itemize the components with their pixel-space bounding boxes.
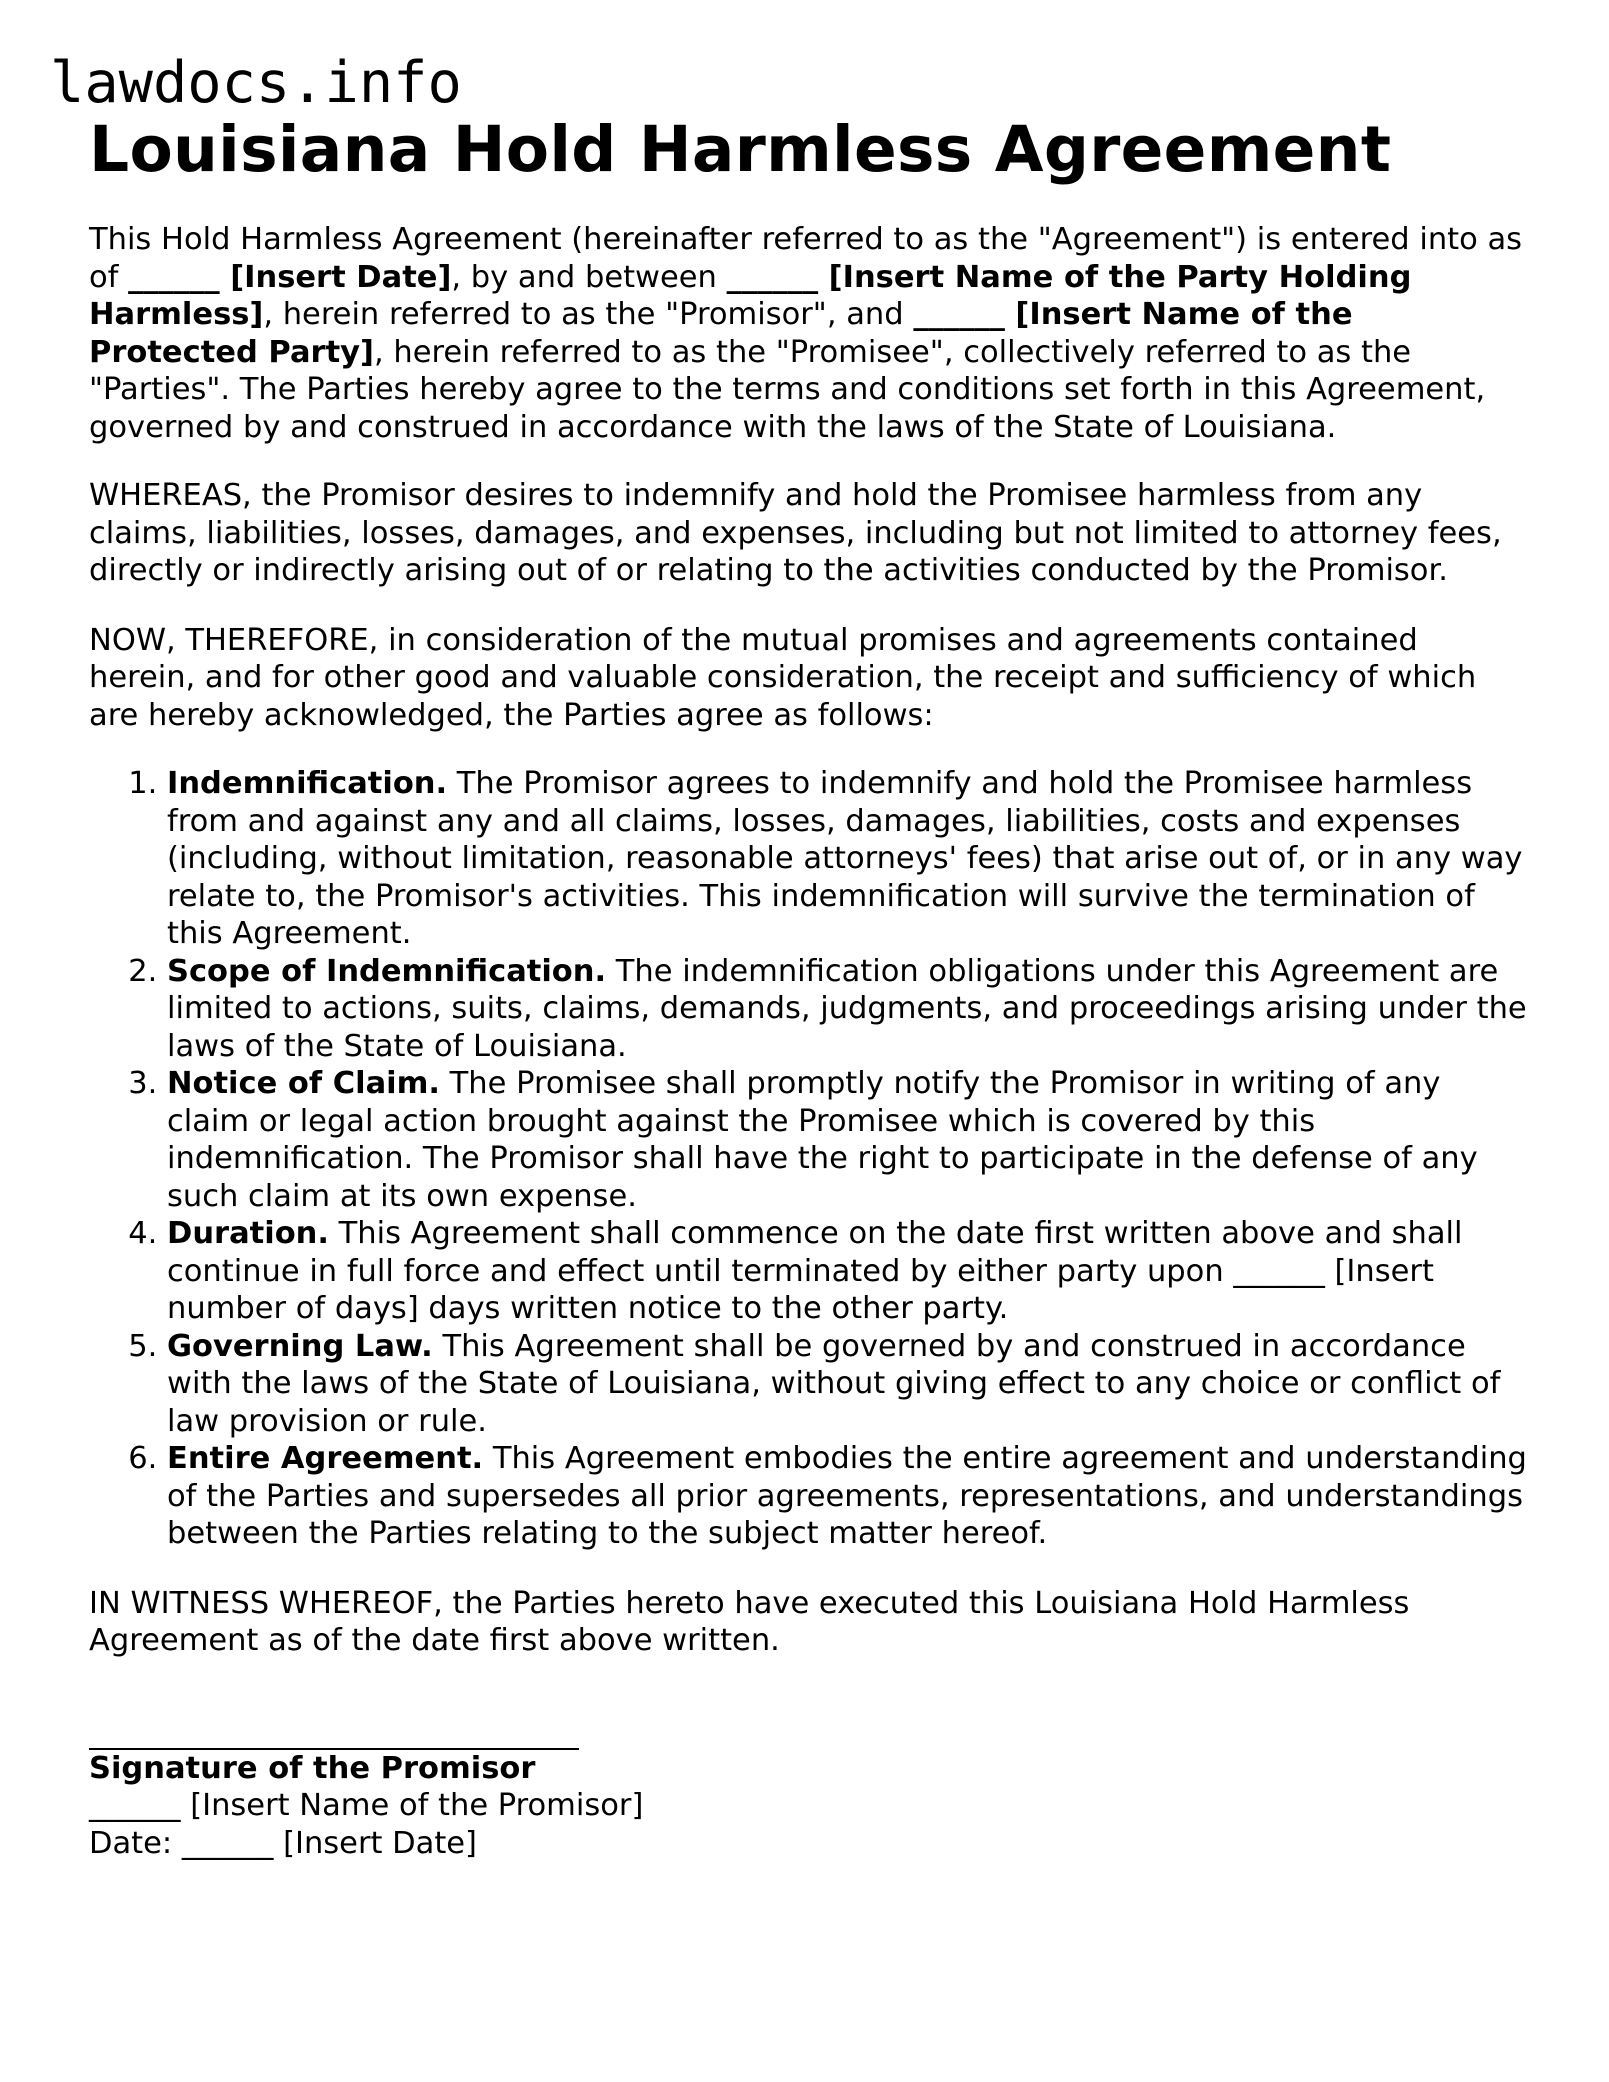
- clause-text: This Agreement embodies the entire agreement and understanding of the Parties and supersedes all prior agreements, representations, and understandings between the Parties relating to the subject matter hereof.: [167, 1441, 1527, 1551]
- clause-heading: Governing Law.: [167, 1328, 433, 1364]
- intro-text-2: , by and between: [451, 259, 727, 295]
- document-page: [89, 110, 1529, 1862]
- clause-heading: Notice of Claim.: [167, 1066, 440, 1101]
- whereas-paragraph: WHEREAS, the Promisor desires to indemnify and hold the Promisee harmless from any claims, liabilities, losses, damages, and expenses, including but not limited to attorney fees, directly or indirectly arising out of or relating to the activities conducted by the Promisor.: [89, 478, 1502, 588]
- site-watermark: lawdocs.info: [50, 50, 462, 116]
- clause-list: [89, 765, 1529, 1553]
- witness-paragraph: IN WITNESS WHEREOF, the Parties hereto have executed this Louisiana Hold Harmless Agreement as of the date first above written.: [89, 1585, 1410, 1658]
- now-therefore-paragraph: NOW, THEREFORE, in consideration of the mutual promises and agreements contained herein, and for other good and valuable consideration, the receipt and sufficiency of which are hereby acknowledged, the Parties agree as follows:: [89, 622, 1477, 733]
- clause-text: The Promisor agrees to indemnify and hold the Promisee harmless from and against any and all claims, losses, damages, liabilities, costs and expenses (including, without limitation, reasonable attorneys' fees) that arise out of, or in any way relate to, the Promisor's activities. This indemnification will survive the termination of this Agreement.: [167, 766, 1523, 951]
- clause-heading: Indemnification.: [167, 766, 448, 801]
- intro-text-3: , herein referred to as the "Promisor", and: [263, 297, 914, 332]
- clause-item: [167, 1328, 1529, 1441]
- document-title: Louisiana Hold Harmless Agreement: [89, 113, 1392, 186]
- clause-item: [167, 765, 1529, 953]
- clause-item: [167, 1065, 1529, 1215]
- clause-item: [167, 1215, 1529, 1328]
- intro-text-4: , herein referred to as the "Promisee", collectively referred to as the "Parties". The Parties hereby agree to the terms and conditions set forth in this Agreement, governed by and construed in accordance with the laws of the State of Louisiana.: [89, 334, 1486, 445]
- clause-item: [167, 1440, 1529, 1553]
- intro-text-1: This Hold Harmless Agreement (hereinafter referred to as the "Agreement") is entered into as of: [89, 222, 1523, 295]
- clause-text: This Agreement shall be governed by and construed in accordance with the laws of the State of Louisiana, without giving effect to any choice or conflict of law provision or rule.: [167, 1328, 1501, 1439]
- clause-text: The indemnification obligations under this Agreement are limited to actions, suits, claims, demands, judgments, and proceedings arising under the laws of the State of Louisiana.: [167, 953, 1527, 1064]
- promisor-name-placeholder: ______ [Insert Name of the Party Holding Harmless]: [89, 259, 1412, 332]
- insert-date-placeholder: ______ [Insert Date]: [128, 259, 452, 295]
- signature-line: [89, 1713, 579, 1750]
- clause-heading: Duration.: [167, 1216, 329, 1251]
- promisee-name-placeholder: ______ [Insert Name of the Protected Party]: [89, 297, 1353, 370]
- clause-heading: Entire Agreement.: [167, 1441, 484, 1476]
- clause-text: The Promisee shall promptly notify the Promisor in writing of any claim or legal action brought against the Promisee which is covered by this indemnification. The Promisor shall have the right to participate in the defense of any such claim at its own expense.: [167, 1066, 1478, 1214]
- signature-block: [89, 1713, 1529, 1863]
- promisor-name-line: ______ [Insert Name of the Promisor]: [89, 1788, 644, 1823]
- clause-item: [167, 953, 1529, 1066]
- clause-heading: Scope of Indemnification.: [167, 953, 607, 989]
- intro-paragraph: [89, 221, 1529, 446]
- signature-label: Signature of the Promisor: [89, 1750, 536, 1786]
- signature-date-line: Date: ______ [Insert Date]: [89, 1825, 477, 1861]
- clause-text: This Agreement shall commence on the date first written above and shall continue in full force and effect until terminated by either party upon ______ [Insert number of days] days written notice to the other party.: [167, 1216, 1463, 1326]
